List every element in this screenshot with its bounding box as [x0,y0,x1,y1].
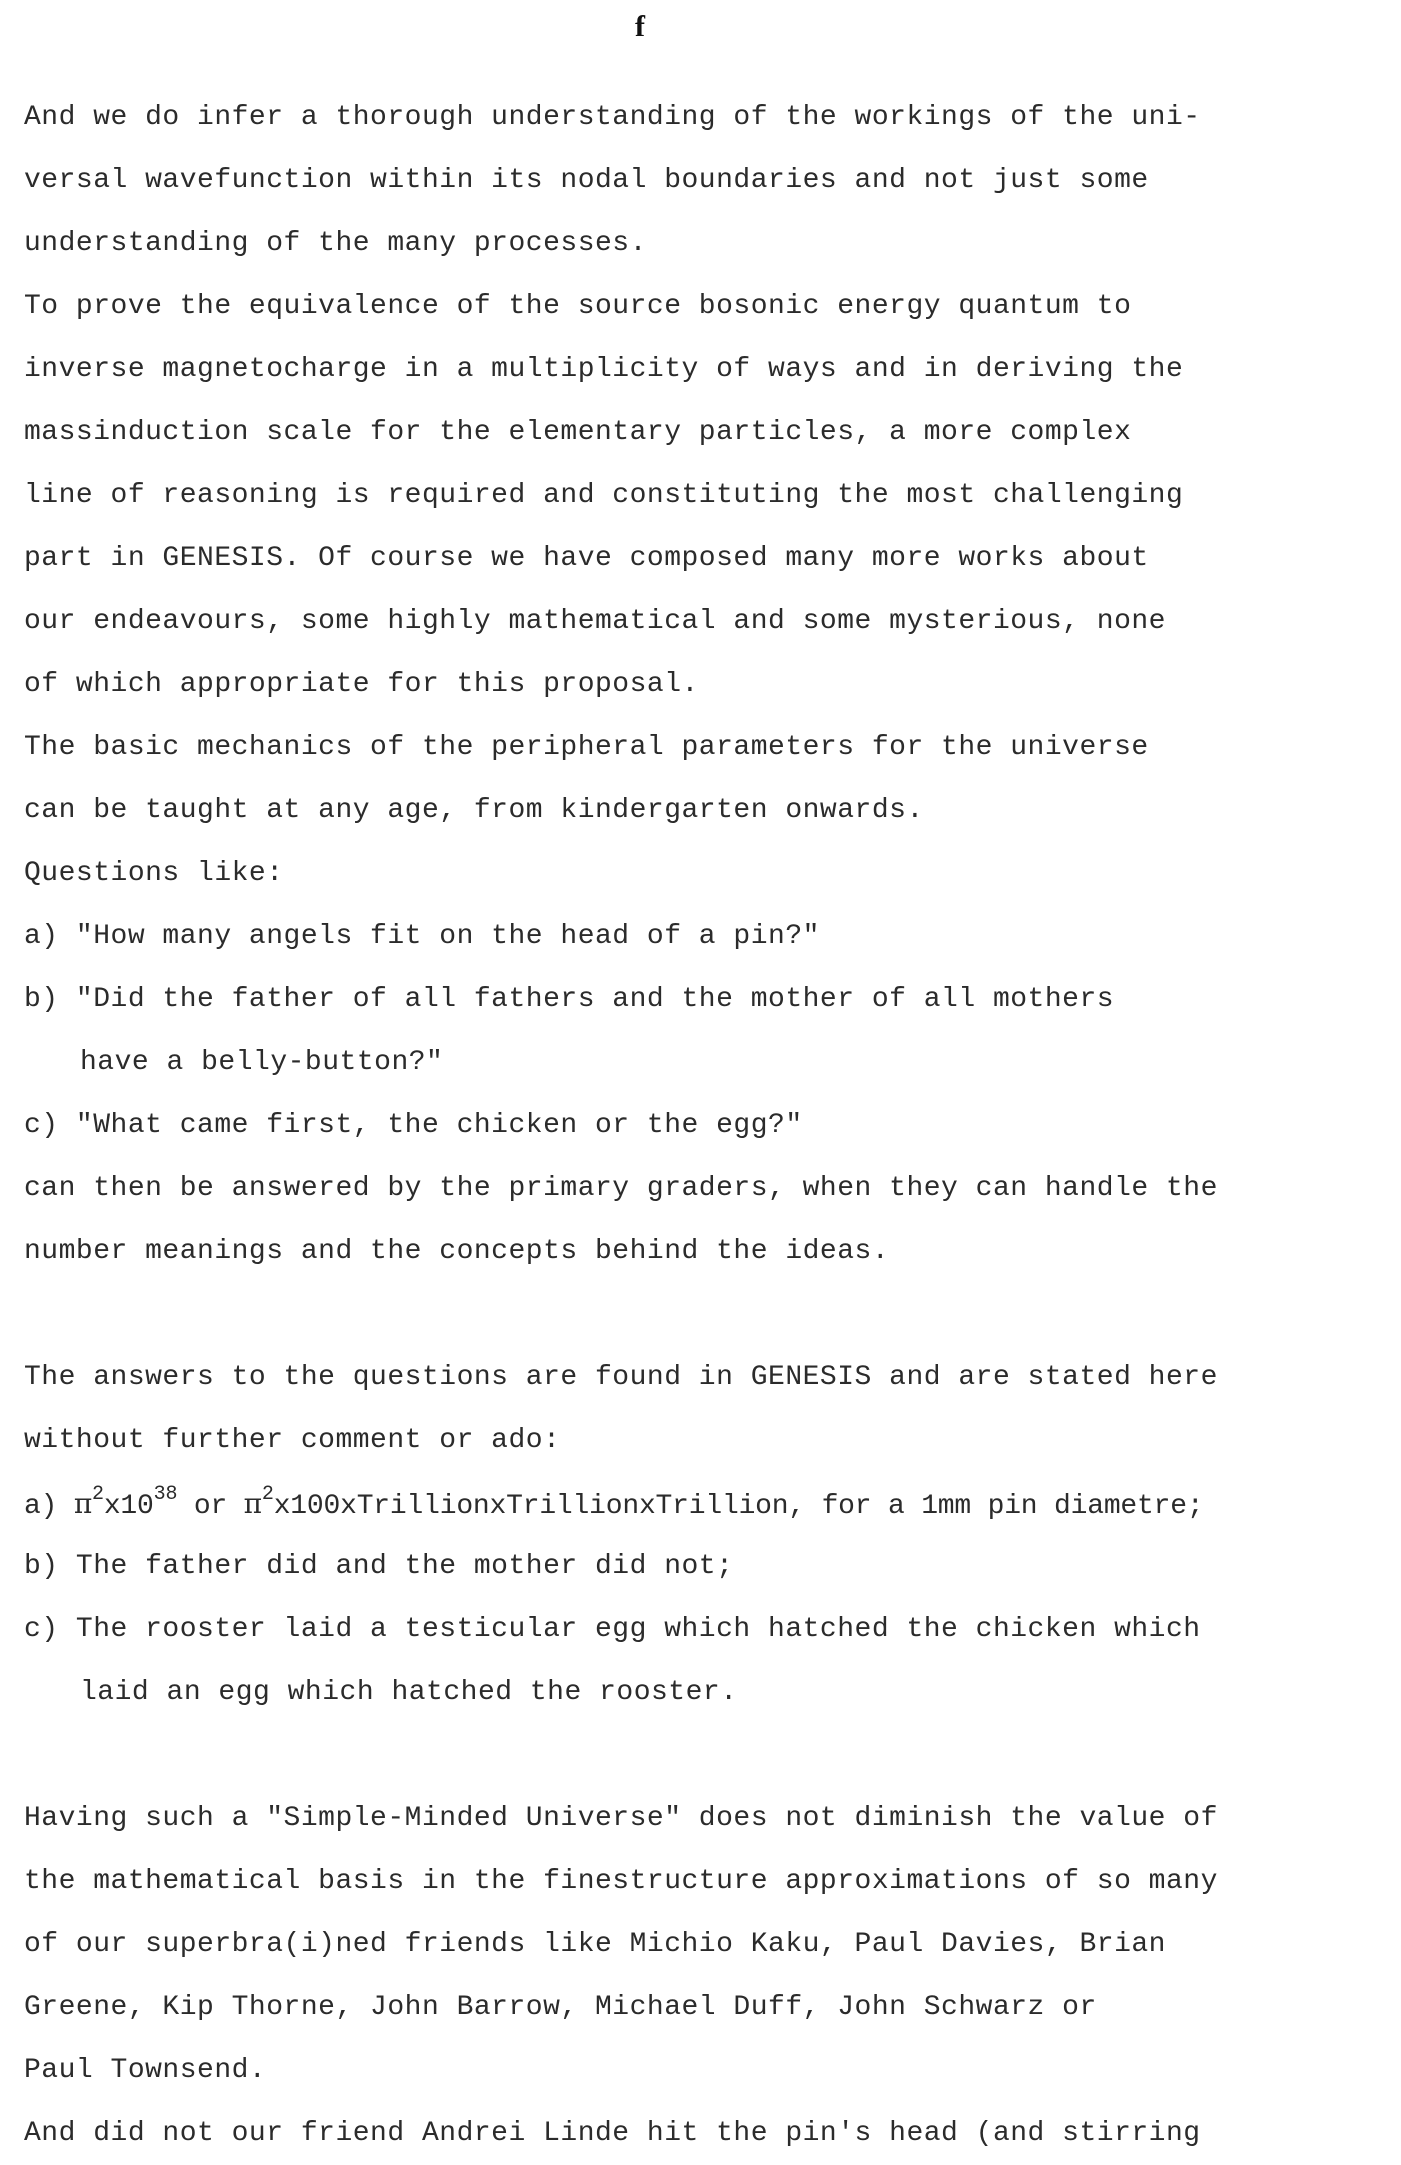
answer-a-prefix: a) [24,1491,74,1522]
text-line: of which appropriate for this proposal. [24,669,699,700]
answer-a-or: or [177,1491,244,1522]
question-b: b) "Did the father of all fathers and the mother of all mothers [24,984,1115,1015]
text-line: Paul Townsend. [24,2055,267,2086]
text-line: part in GENESIS. Of course we have composed many more works about [24,543,1149,574]
text-line: massinduction scale for the elementary particles, a more complex [24,417,1132,448]
text-line: can be taught at any age, from kindergarten onwards. [24,795,924,826]
pi-symbol: π [73,1487,93,1520]
question-b-continuation: have a belly-button?" [80,1047,444,1078]
text-line: line of reasoning is required and constituting the most challenging [24,480,1184,511]
answer-c-continuation: laid an egg which hatched the rooster. [80,1677,738,1708]
text-line: And we do infer a thorough understanding of the workings of the uni- [24,102,1201,133]
text-line: Questions like: [24,858,284,889]
exponent: 38 [153,1482,178,1506]
question-c: c) "What came first, the chicken or the egg?" [24,1110,803,1141]
text-line: without further comment or ado: [24,1425,561,1456]
answer-c: c) The rooster laid a testicular egg which hatched the chicken which [24,1614,1201,1645]
text-line: number meanings and the concepts behind the ideas. [24,1236,890,1267]
text-line: can then be answered by the primary graders, when they can handle the [24,1173,1218,1204]
answer-a [24,1472,1394,1535]
page-marker: f [635,10,645,43]
exponent: 2 [261,1482,274,1506]
text-line: inverse magnetocharge in a multiplicity of ways and in deriving the [24,354,1184,385]
body-text [24,86,1394,2165]
text-line: Having such a "Simple-Minded Universe" does not diminish the value of [24,1803,1218,1834]
paragraph-gap [24,1283,1394,1346]
answer-a-x10: x10 [103,1491,154,1522]
text-line: And did not our friend Andrei Linde hit the pin's head (and stirring [24,2118,1201,2149]
text-line: The basic mechanics of the peripheral parameters for the universe [24,732,1149,763]
text-line: understanding of the many processes. [24,228,647,259]
text-line: Greene, Kip Thorne, John Barrow, Michael Duff, John Schwarz or [24,1992,1097,2023]
text-line: the mathematical basis in the finestructure approximations of so many [24,1866,1218,1897]
text-line: To prove the equivalence of the source bosonic energy quantum to [24,291,1132,322]
text-line: of our superbra(i)ned friends like Michio Kaku, Paul Davies, Brian [24,1929,1166,1960]
pi-symbol: π [243,1487,262,1520]
paragraph-gap [24,1724,1394,1787]
text-line: our endeavours, some highly mathematical and some mysterious, none [24,606,1166,637]
answer-b: b) The father did and the mother did not; [24,1551,734,1582]
answer-a-tail: x100xTrillionxTrillionxTrillion, for a 1mm pin diametre; [273,1491,1204,1522]
exponent: 2 [92,1482,104,1506]
text-line: The answers to the questions are found in GENESIS and are stated here [24,1362,1218,1393]
question-a: a) "How many angels fit on the head of a pin?" [24,921,820,952]
text-line: versal wavefunction within its nodal boundaries and not just some [24,165,1149,196]
